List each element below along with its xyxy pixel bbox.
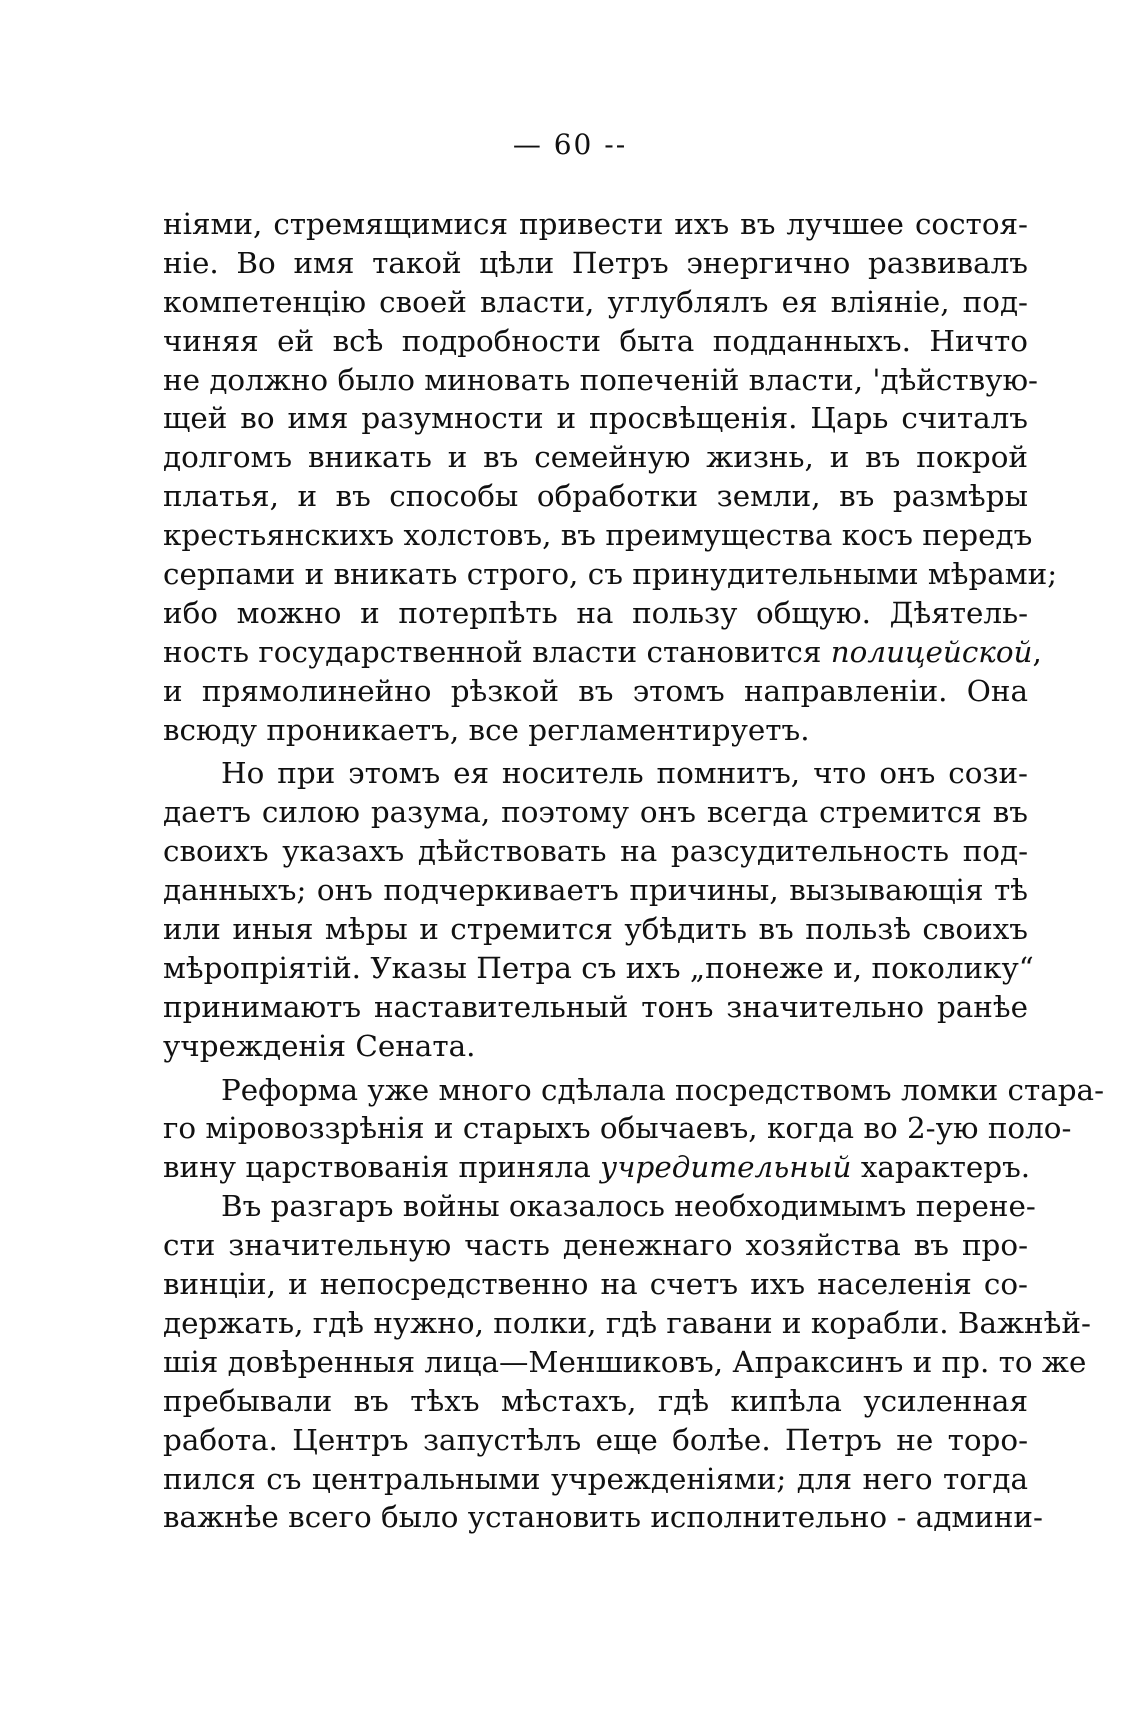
text-line: чиняя ей всѣ подробности быта подданныхъ. Ничто xyxy=(163,323,1028,358)
text-segment: вину царствованія приняла xyxy=(163,1150,601,1185)
text-line: шія довѣренныя лица—Меншиковъ, Апраксинъ и пр. то же xyxy=(163,1344,1087,1379)
text-line: сти значительную часть денежнаго хозяйства въ про- xyxy=(163,1228,1028,1263)
text-line: Въ разгаръ войны оказалось необходимымъ перене- xyxy=(221,1189,1036,1224)
text-line: крестьянскихъ холстовъ, въ преимущества косъ передъ xyxy=(163,518,1033,553)
text-line: данныхъ; онъ подчеркиваетъ причины, вызывающія тѣ xyxy=(163,873,1028,908)
text-line: долгомъ вникать и въ семейную жизнь, и въ покрой xyxy=(163,440,1028,475)
text-line: или иныя мѣры и стремится убѣдить въ пользѣ своихъ xyxy=(163,912,1028,947)
text-line: важнѣе всего было установить исполнительно - админи- xyxy=(163,1500,1043,1535)
text-line: не должно было миновать попеченій власти, 'дѣйствую- xyxy=(163,362,1038,397)
text-line: ибо можно и потерпѣть на пользу общую. Дѣятель- xyxy=(163,595,1028,630)
text-line: го міровоззрѣнія и старыхъ обычаевъ, когда во 2-ую поло- xyxy=(163,1111,1072,1146)
text-line: Но при этомъ ея носитель помнитъ, что онъ сози- xyxy=(221,756,1028,791)
text-line: ніе. Во имя такой цѣли Петръ энергично развивалъ xyxy=(163,245,1028,280)
text-line: держать, гдѣ нужно, полки, гдѣ гавани и корабли. Важнѣй- xyxy=(163,1305,1091,1340)
text-line: винціи, и непосредственно на счетъ ихъ населенія со- xyxy=(163,1267,1028,1302)
text-line: пребывали въ тѣхъ мѣстахъ, гдѣ кипѣла усиленная xyxy=(163,1383,1028,1418)
text-line: учрежденія Сената. xyxy=(163,1028,476,1063)
text-line: щей во имя разумности и просвѣщенія. Царь считалъ xyxy=(163,401,1028,436)
text-line: Реформа уже много сдѣлала посредствомъ ломки стара- xyxy=(221,1072,1105,1107)
text-line: мѣропріятій. Указы Петра съ ихъ „понеже и, поколику“ xyxy=(163,950,1034,985)
emphasized-word: учредительный xyxy=(600,1150,852,1185)
text-line xyxy=(163,1148,1031,1187)
text-segment: ность государственной власти становится xyxy=(163,634,831,669)
text-line: пился съ центральными учрежденіями; для него тогда xyxy=(163,1461,1028,1496)
text-line: даетъ силою разума, поэтому онъ всегда стремится въ xyxy=(163,795,1028,830)
text-line: всюду проникаетъ, все регламентируетъ. xyxy=(163,712,810,747)
text-segment: характеръ. xyxy=(851,1150,1031,1185)
text-line: ніями, стремящимися привести ихъ въ лучшее состоя- xyxy=(163,207,1028,241)
text-segment: , xyxy=(1032,634,1042,669)
text-line: своихъ указахъ дѣйствовать на разсудительность под- xyxy=(163,834,1028,869)
body-text xyxy=(163,205,1105,1537)
text-line: и прямолинейно рѣзкой въ этомъ направленіи. Она xyxy=(163,673,1028,708)
text-line: принимаютъ наставительный тонъ значительно ранѣе xyxy=(163,989,1028,1024)
text-line: платья, и въ способы обработки земли, въ размѣры xyxy=(163,479,1028,514)
text-line: серпами и вникать строго, съ принудительными мѣрами; xyxy=(163,557,1058,592)
text-line xyxy=(163,633,1042,672)
text-line: работа. Центръ запустѣлъ еще болѣе. Петръ не торо- xyxy=(163,1422,1028,1457)
emphasized-word: полицейской xyxy=(830,634,1033,669)
text-line: компетенцію своей власти, углублялъ ея вліяніе, под- xyxy=(163,284,1028,319)
page-number: — 60 -- xyxy=(512,128,628,161)
